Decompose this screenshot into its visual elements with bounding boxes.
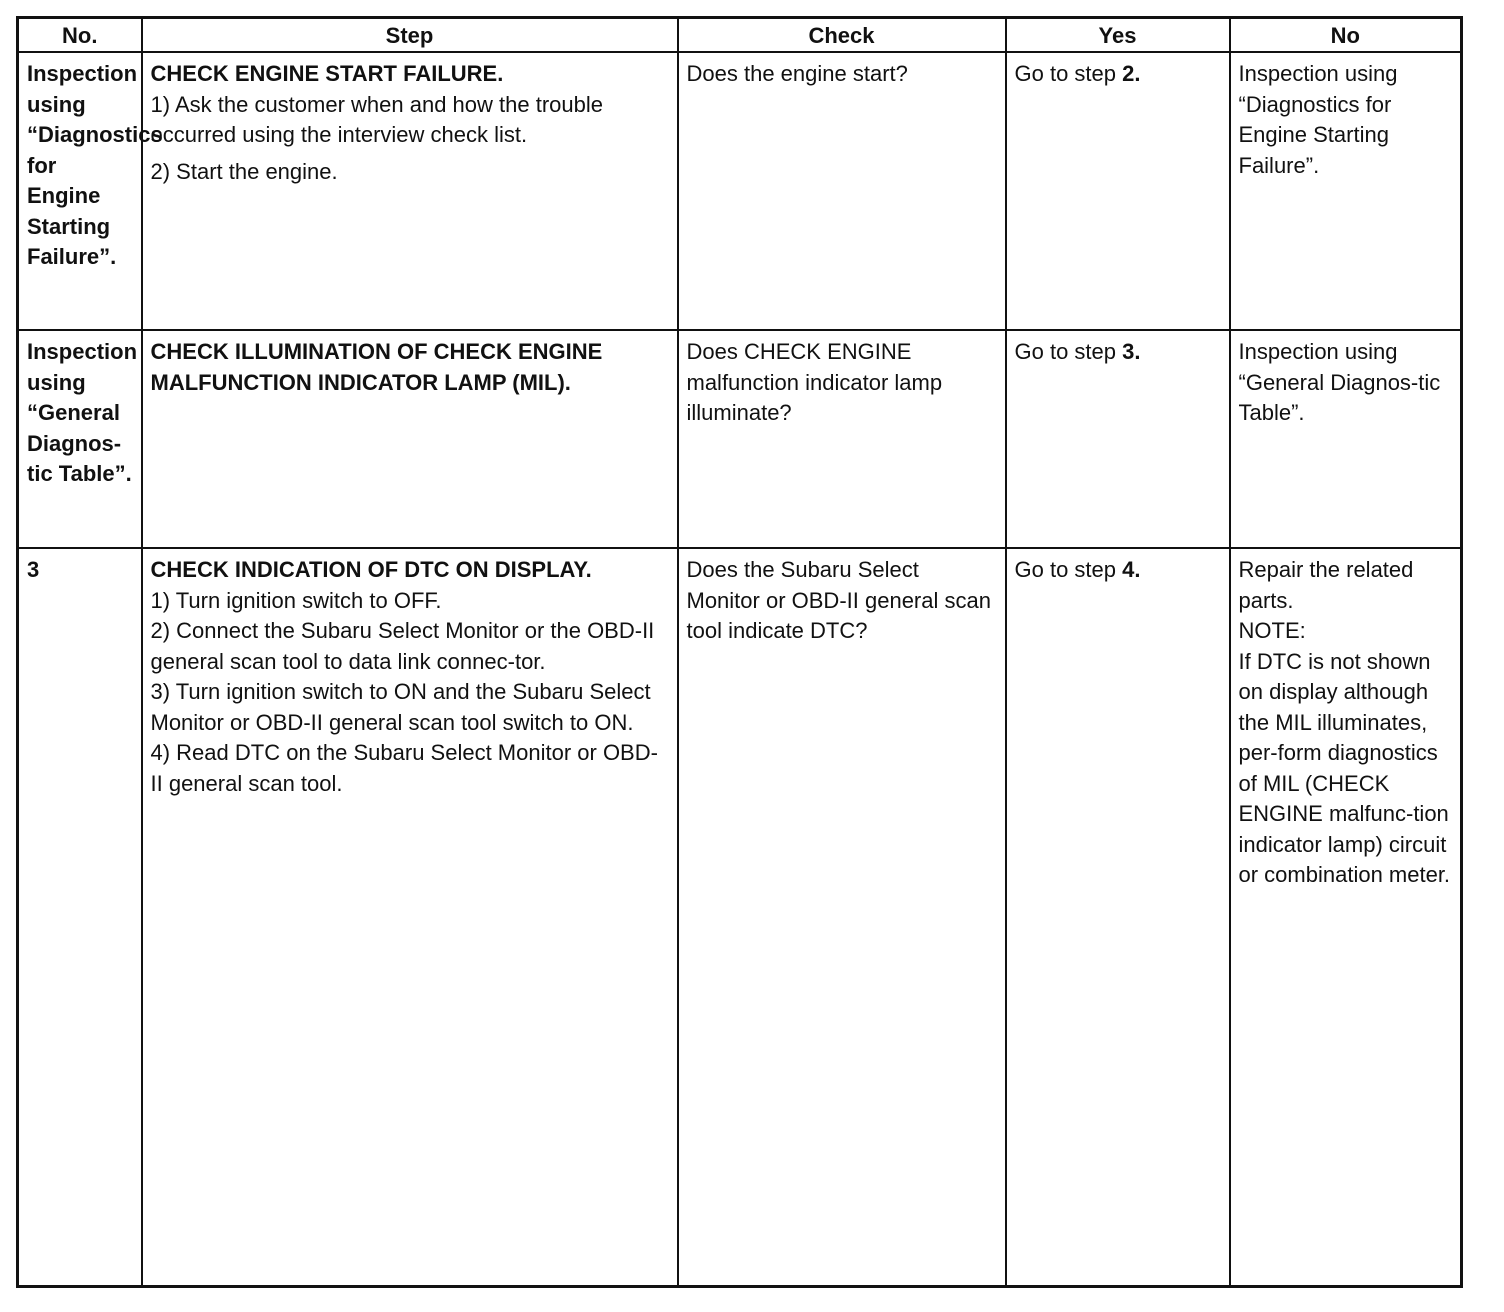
note-text: If DTC is not shown on display although the MIL illuminates, per-form diagnostics of MIL (CHECK ENGINE malfunc-tion indicator lamp) circuit or combination meter.	[1238, 648, 1451, 887]
table-row	[18, 52, 1462, 330]
yes-step-ref: 2.	[1122, 61, 1141, 86]
yes-text: Go to step	[1014, 339, 1123, 364]
header-row	[18, 18, 1462, 53]
no-cell	[1230, 548, 1462, 1286]
step-title: CHECK ILLUMINATION OF CHECK ENGINE MALFUNCTION INDICATOR LAMP (MIL).	[150, 339, 603, 395]
diagnostic-table	[16, 16, 1463, 1288]
yes-step-ref: 3.	[1122, 339, 1141, 364]
no-text: Repair the related parts.	[1238, 557, 1414, 613]
table-row	[18, 330, 1462, 548]
note-label: NOTE:	[1238, 618, 1306, 643]
check-cell: Does the engine start?	[678, 52, 1006, 330]
header-no: No.	[18, 18, 142, 53]
yes-text: Go to step	[1014, 557, 1123, 582]
header-step: Step	[142, 18, 678, 53]
step-title: CHECK ENGINE START FAILURE.	[150, 61, 504, 86]
step-instruction: 3) Turn ignition switch to ON and the Subaru Select Monitor or OBD-II general scan tool switch to ON.	[150, 679, 651, 735]
step-title: CHECK INDICATION OF DTC ON DISPLAY.	[150, 557, 592, 582]
step-instruction: 1) Turn ignition switch to OFF.	[150, 587, 442, 613]
yes-cell	[1006, 52, 1230, 330]
table-row	[18, 548, 1462, 1286]
step-cell	[142, 52, 678, 330]
header-no-column: No	[1230, 18, 1462, 53]
step-instruction: 2) Start the engine.	[150, 158, 338, 184]
yes-step-ref: 4.	[1122, 557, 1141, 582]
check-cell: Does the Subaru Select Monitor or OBD-II general scan tool indicate DTC?	[678, 548, 1006, 1286]
yes-cell	[1006, 548, 1230, 1286]
step-cell	[142, 548, 678, 1286]
row-number: 3	[18, 548, 142, 1286]
no-cell: Inspection using “General Diagnos-tic Table”.	[1230, 330, 1462, 548]
step-instruction: 4) Read DTC on the Subaru Select Monitor or OBD-II general scan tool.	[150, 740, 658, 796]
row-number: Inspection using “General Diagnos-tic Table”.	[18, 330, 142, 548]
header-check: Check	[678, 18, 1006, 53]
yes-text: Go to step	[1014, 61, 1123, 86]
yes-cell	[1006, 330, 1230, 548]
check-cell: Does CHECK ENGINE malfunction indicator lamp illuminate?	[678, 330, 1006, 548]
no-cell: Inspection using “Diagnostics for Engine Starting Failure”.	[1230, 52, 1462, 330]
step-cell	[142, 330, 678, 548]
row-number: Inspection using “Diagnostics for Engine Starting Failure”.	[18, 52, 142, 330]
step-instruction: 2) Connect the Subaru Select Monitor or the OBD-II general scan tool to data link connec-tor.	[150, 618, 655, 674]
step-instruction: 1) Ask the customer when and how the trouble occurred using the interview check list.	[150, 91, 603, 147]
header-yes: Yes	[1006, 18, 1230, 53]
